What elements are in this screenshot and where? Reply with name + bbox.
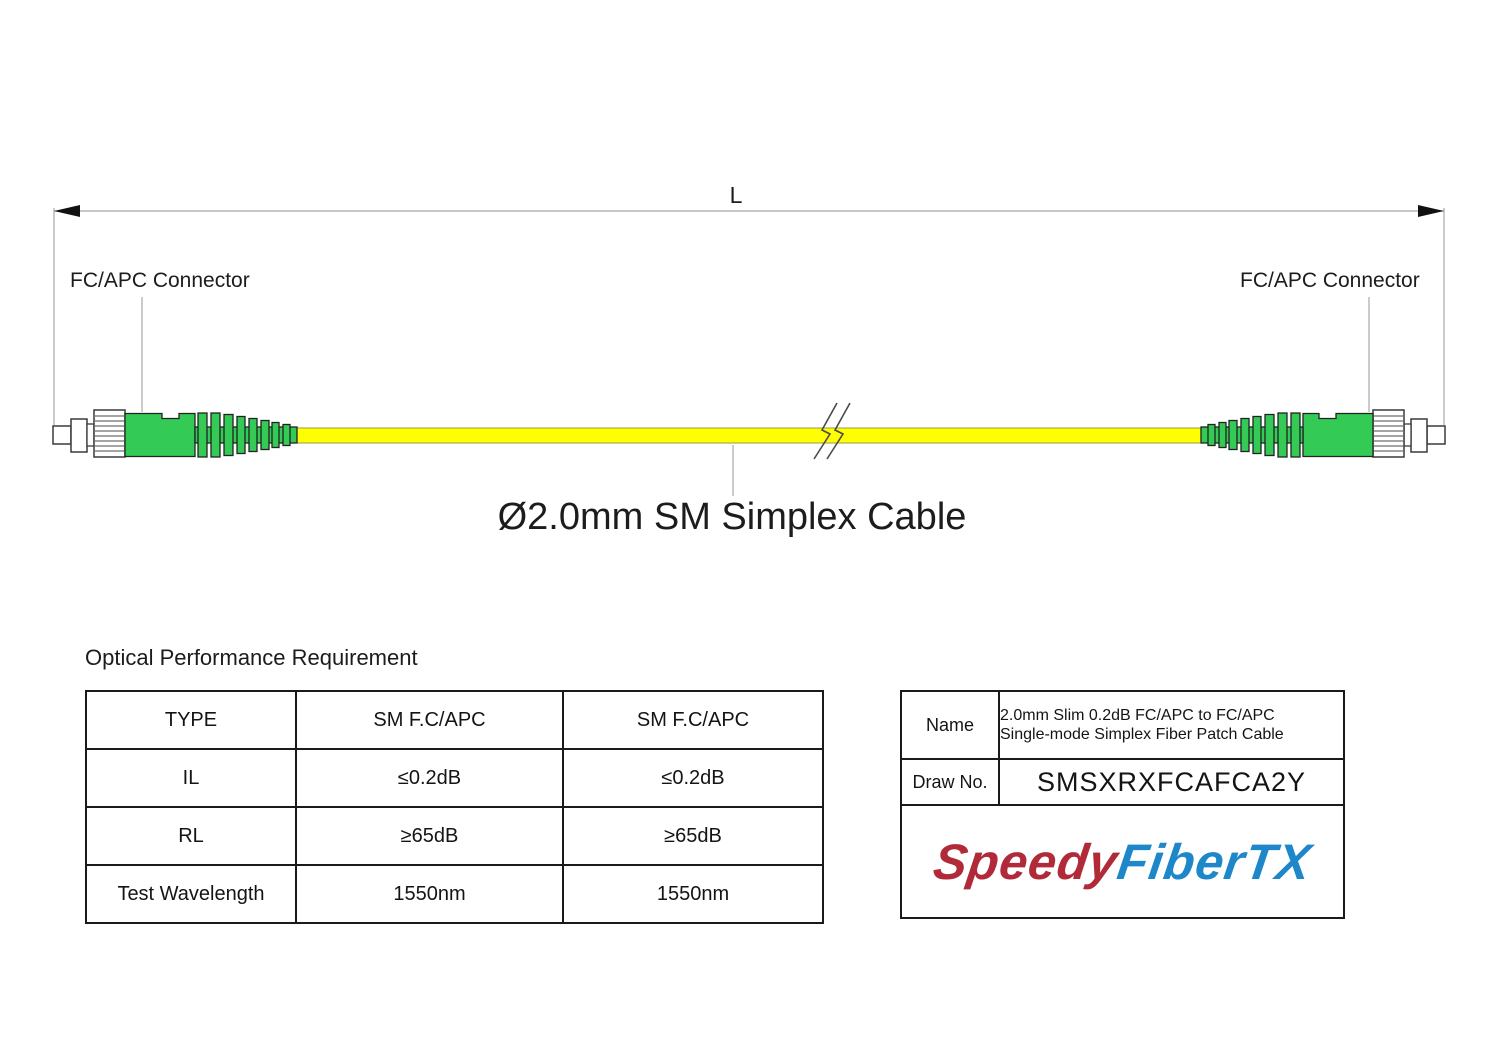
- fiber-cable: [294, 428, 1206, 443]
- row-wavelength-value2: 1550nm: [563, 865, 823, 923]
- header-col2: SM F.C/APC: [563, 691, 823, 749]
- header-type: TYPE: [86, 691, 296, 749]
- row-rl-value1: ≥65dB: [296, 807, 563, 865]
- row-il-value2: ≤0.2dB: [563, 749, 823, 807]
- title-block: [900, 690, 1345, 919]
- connector-housing: [125, 413, 297, 457]
- row-il-value1: ≤0.2dB: [296, 749, 563, 807]
- name-value-line1: 2.0mm Slim 0.2dB FC/APC to FC/APC: [1000, 707, 1275, 724]
- dimension-arrow-right-icon: [1418, 205, 1444, 217]
- row-rl-value2: ≥65dB: [563, 807, 823, 865]
- boot-ribs: [198, 413, 290, 457]
- row-rl-label: RL: [86, 807, 296, 865]
- header-col1: SM F.C/APC: [296, 691, 563, 749]
- title-block-drawno-row: [901, 759, 1344, 805]
- draw-no-label: Draw No.: [901, 759, 999, 805]
- row-il-label: IL: [86, 749, 296, 807]
- cable-label: Ø2.0mm SM Simplex Cable: [497, 496, 967, 538]
- collar-neck: [87, 424, 94, 446]
- row-wavelength-label: Test Wavelength: [86, 865, 296, 923]
- performance-table-title: Optical Performance Requirement: [85, 645, 418, 670]
- right-connector-label: FC/APC Connector: [1240, 269, 1420, 292]
- logo-fibertx: FiberTX: [1113, 833, 1315, 890]
- name-label: Name: [901, 691, 999, 759]
- ferrule: [53, 426, 71, 444]
- connector-body: [125, 414, 195, 457]
- dimension-line: [54, 208, 1444, 425]
- left-connector-label: FC/APC Connector: [70, 269, 250, 292]
- coupling-nut: [94, 410, 125, 457]
- boot-spine: [195, 427, 297, 443]
- name-value-line2: Single-mode Simplex Fiber Patch Cable: [1000, 726, 1284, 743]
- fc-apc-connector-left: [53, 410, 297, 457]
- draw-no-value: SMSXRXFCAFCA2Y: [999, 759, 1344, 805]
- performance-table: [85, 690, 824, 924]
- title-block-logo-row: [901, 805, 1344, 918]
- logo-speedy: Speedy: [930, 833, 1122, 890]
- table-row: [86, 749, 823, 807]
- title-block-name-row: [901, 691, 1344, 759]
- table-row: [86, 691, 823, 749]
- speedyfibertx-logo: [930, 833, 1315, 891]
- table-row: [86, 807, 823, 865]
- fc-apc-connector-right: [1201, 410, 1445, 457]
- collar: [71, 419, 87, 452]
- dimension-arrow-left-icon: [54, 205, 80, 217]
- row-wavelength-value1: 1550nm: [296, 865, 563, 923]
- name-value: [999, 691, 1344, 759]
- logo-cell: [901, 805, 1344, 918]
- table-row: [86, 865, 823, 923]
- length-dimension-label: L: [729, 182, 743, 208]
